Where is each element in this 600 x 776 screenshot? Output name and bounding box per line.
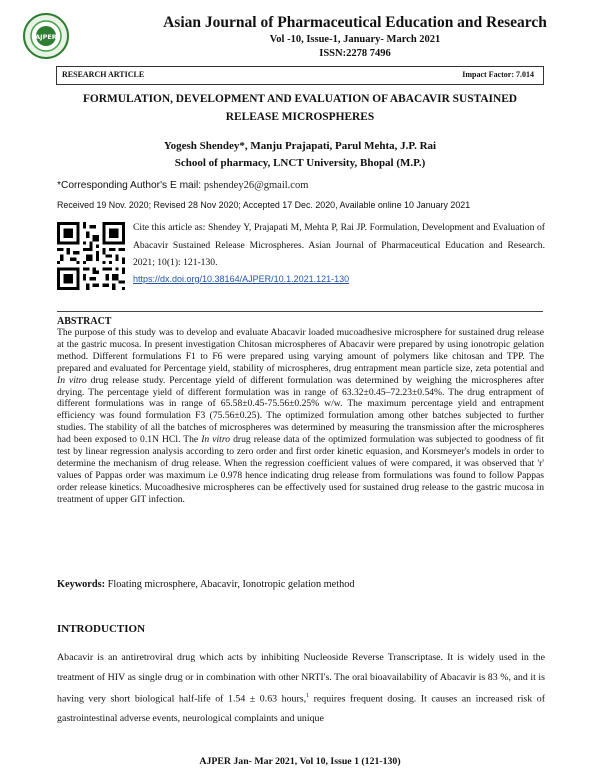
qr-code-icon (57, 222, 125, 290)
abstract-text-2: drug release study. Percentage yield of different formulation was determined by weighing the microspheres after drying. The percentage yield of different formulation was in range of 63.32±0.45–72.23±0.54%. The drug entrapment of different formulations was in range of 65.58±0.45-75.56±0.25% w/w. The maximum percentage yield and entrapment efficiency was found formulation F3 (75.56±0.25). The optimized formulation among other batches subjected to further studies. The stability of all the batches of microspheres was determined by measuring the transmission after the microspheres had been exposed to 0.1N HCl. The (57, 374, 544, 446)
keywords (57, 579, 355, 590)
article-title-line1: FORMULATION, DEVELOPMENT AND EVALUATION OF ABACAVIR SUSTAINED (82, 93, 518, 105)
issn: ISSN:2278 7496 (319, 48, 391, 59)
abstract-text-3: drug release data of the optimized formulation was subjected to goodness of fit test by linear regression analysis according to zero order and first order kinetic equasion, and Korsmeyer's models in order to determine the mechanism of drug release. When the regression coefficient values of were compared, it was observed that 'r' values of Pappas order was maximum i.e 0.978 hence indicating drug release from formulations was found to follow Pappas order release kinetics. Mucoadhesive microspheres can be effectively used for sustained drug release to the gastric mucosa in treatment of upper GIT infection. (57, 434, 544, 505)
divider (57, 311, 543, 312)
page-footer: AJPER Jan- Mar 2021, Vol 10, Issue 1 (121-130) (199, 756, 401, 767)
abstract-text-1: The purpose of this study was to develop and evaluate Abacavir loaded mucoadhesive microsphere for sustained drug release at the gastric mucosa. In present investigation Chitosan microspheres of Abacavir were prepared by using ionotropic gelation method. Different formulations F1 to F6 were prepared using varying amount of polymers like chitosan and TPP. The prepared and evaluated for Percentage yield, stability of microspheres, drug entrapment mean particle size, zeta potential and (57, 327, 544, 374)
abstract-italic-2: In vitro (201, 434, 231, 446)
introduction-heading: INTRODUCTION (57, 623, 146, 635)
article-title (60, 90, 540, 126)
doi-link[interactable]: https://dx.doi.org/10.38164/AJPER/10.1.2021.121-130 (133, 274, 350, 284)
impact-factor: Impact Factor: 7.014 (462, 70, 534, 79)
volume-issue: Vol -10, Issue-1, January- March 2021 (269, 34, 441, 45)
keywords-text: Floating microsphere, Abacavir, Ionotropic gelation method (107, 579, 355, 590)
corresponding-author (57, 180, 308, 191)
keywords-label: Keywords: (57, 579, 106, 590)
intro-ref-1[interactable]: 1 (306, 693, 310, 700)
journal-logo (22, 12, 70, 60)
introduction-body (57, 648, 545, 729)
intro-text-b: requires frequent dosing. It causes an increased risk of gastrointestinal adverse events, neurological complaints and unique (57, 693, 545, 725)
corresponding-label: *Corresponding Author's E mail: (57, 180, 202, 191)
journal-title: Asian Journal of Pharmaceutical Education and Research (163, 14, 547, 31)
abstract-body (57, 327, 544, 506)
logo-text: AJPER (35, 33, 57, 41)
intro-text-a: Abacavir is an antiretroviral drug which acts by inhibiting Nucleoside Reverse Transcriptase. It is widely used in the treatment of HIV as single drug or in combination with other NRTI's. The oral bioavailability of Abacavir is 83 %, and it is having very short biological half-life of 1.54 ± 0.63 hours, (57, 652, 545, 705)
article-type: RESEARCH ARTICLE (62, 70, 145, 79)
citation: Cite this article as: Shendey Y, Prajapati M, Mehta P, Rai JP. Formulation, Development and Evaluation of Abacavir Sustained Release Microspheres. Asian Journal of Pharmaceutical Education and Research. 2021; 10(1): 121-130. (133, 222, 545, 268)
affiliation: School of pharmacy, LNCT University, Bhopal (M.P.) (174, 157, 426, 169)
abstract-italic-1: In vitro (57, 374, 87, 386)
received-dates: Received 19 Nov. 2020; Revised 28 Nov 2020; Accepted 17 Dec. 2020, Available online 10 January 2021 (57, 200, 471, 210)
article-title-line2: RELEASE MICROSPHERES (225, 111, 375, 123)
authors: Yogesh Shendey*, Manju Prajapati, Parul Mehta, J.P. Rai (163, 140, 437, 152)
abstract-heading: ABSTRACT (57, 316, 112, 327)
corresponding-email[interactable]: pshendey26@gmail.com (203, 180, 309, 191)
